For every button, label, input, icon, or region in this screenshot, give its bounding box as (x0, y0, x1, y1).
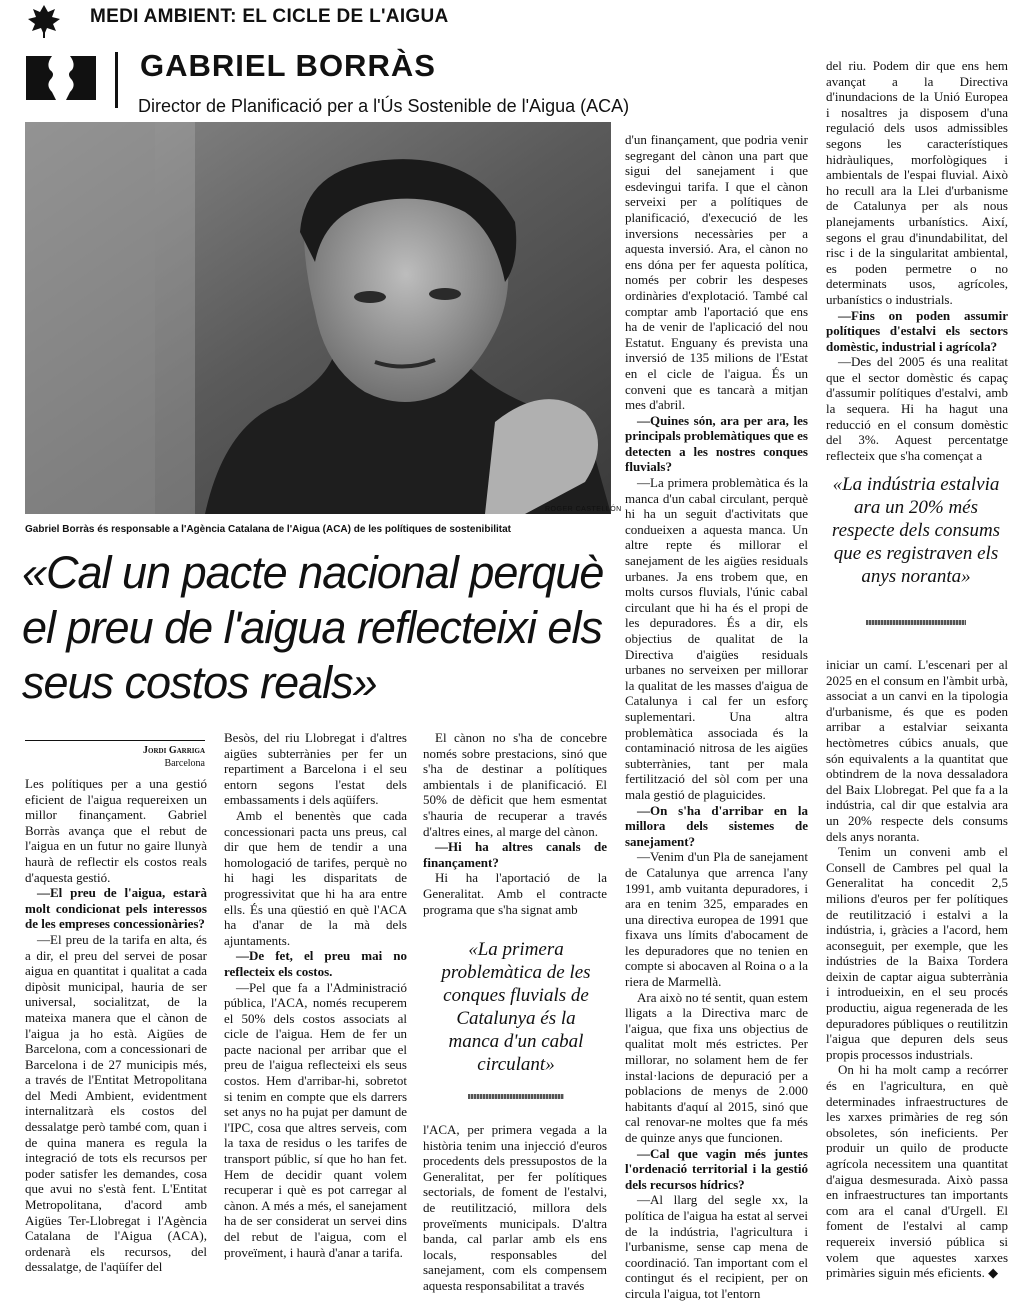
article-column-5 (826, 58, 1008, 463)
answer-paragraph: Amb el benentès que cada concessionari pacta uns preus, cal dir que hem de tendir a una homologació de tarifes, perquè no hi hagi les disparitats de progressivitat que hi ha ara entre ells. És una qüestió en què l'ACA ha d'anar de la mà dels ajuntaments. (224, 807, 407, 948)
article-column-1 (25, 776, 207, 1275)
answer-paragraph: —El preu de la tarifa en alta, és a dir, el preu del servei de posar aigua en quantitat i qualitat a cada dipòsit municipal, hauria de ser universal, socialitzat, de la mateixa manera que el cànon de l'aigua ja ho està. Aigües de Barcelona, com a concessionari de Barcelona i de 27 municipis més, a través de l'Entitat Metropolitana del Medi Ambient, evidentment internalitzarà els costos del dessalatge però també com, quan i de quina manera es regula la integració de tots els recursos per poder satisfer les demandes, cosa que avui no s'està fent. L'Entitat Metropolitana, d'acord amb Aigües Ter-Llobregat i l'Agència Catalana de l'Aigua (ACA), ordenarà els recursos, del dessalatge, de l'aqüífer del (25, 931, 207, 1275)
answer-paragraph: l'ACA, per primera vegada a la història tenim una injecció d'euros procedents dels pressupostos de la Generalitat, per fer polítiques sectorials, de foment de l'estalvi, de reutilització, millora dels proveïments municipals. D'altra banda, cal parlar amb els ens locals, responsables del sanejament, com els compensem aquesta responsabilitat a través (423, 1122, 607, 1293)
answer-paragraph: —Des del 2005 és una realitat que el sector domèstic és capaç d'assumir polítiques d'estalvi, amb la sequera. Hi ha hagut una reducció en el consum domèstic del 3%. Aquest percentatge reflecteix que s'ha començat a (826, 354, 1008, 463)
section-label: MEDI AMBIENT: EL CICLE DE L'AIGUA (90, 6, 449, 27)
question: —Fins on poden assumir polítiques d'estalvi els sectors domèstic, industrial i agrícola? (826, 307, 1008, 354)
pull-quote-rule (866, 620, 966, 625)
answer-paragraph: Tenim un conveni amb el Consell de Cambres pel qual la Generalitat ha concedit 2,5 milions d'euros per fer polítiques de reutilització i estalvi a la indústria, i, gràcies a l'acord, hem aconseguit, per exemple, que les indústries de la Baixa Tordera deixin de captar aigua subterrània i introdueixin, en el seu procés productiu, aigua regenerada de les depuradores públiques o reutilitzin l'aigua que depuren dels seus propis processos industrials. (826, 844, 1008, 1062)
pull-quote-rule (468, 1094, 564, 1099)
answer-paragraph: —Venim d'un Pla de sanejament de Catalunya que arrenca l'any 1991, amb vuitanta depuradores, i ara en tenim 325, emparades en una directiva europea de 1991 que fixava uns límits d'abocament de les depuradores que no tenien en compte si abocaven al Roina o a la riera de Marmellà. (625, 849, 808, 990)
article-column-2 (224, 730, 407, 1260)
answer-paragraph: —La primera problemàtica és la manca d'un cabal circulant, perquè hi ha un seguit d'activitats que condueixen a aquesta manca. Un altre repte és millorar el sanejament de les aigües residuals urbanes. Ja ens trobem que, en molts cursos fluvials, l'únic cabal circulant que hi ha és el propi de les depuradores. És a dir, els objectius de qualitat de la Directiva d'aigües residuals urbanes no serveixen per millorar la qualitat de les masses d'aigua de Catalunya i cal fer un esforç suplementari. Una altra problemàtica associada és la contaminació nitrosa de les aigües subterrànies, tant per mala fertilització del sòl com per una mala gestió de plaguicides. (625, 475, 808, 802)
article-column-5b (826, 657, 1008, 1281)
answer-paragraph: Hi ha l'aportació de la Generalitat. Amb el contracte programa que s'ha signat amb (423, 870, 607, 917)
answer-paragraph: iniciar un camí. L'escenari per al 2025 en el consum en l'àmbit urbà, associat a un canvi en la tipologia d'urbanisme, és que es poden arribar a estalviar seixanta hectòmetres cúbics anuals, que són equivalents a la quantitat que obtindrem de la nova dessaladora del Baix Llobregat. Pel que fa a la indústria, cal dir que estalvia ara un 20% respecte dels consums dels anys noranta. (826, 657, 1008, 844)
answer-paragraph: del riu. Podem dir que ens hem avançat a la Directiva d'inundacions de la Unió Europea i nosaltres ja disposem d'una regulació dels usos admissibles segons les característiques hidràuliques, morfològiques i ambientals de l'espai fluvial. Això ho recull ara la Llei d'urbanisme de Catalunya per als nous planejaments urbanístics. Així, segons el grau d'inundabilitat, del risc i de la singularitat ambiental, es poden permetre o no determinats usos, agrícoles, urbanístics o industrials. (826, 58, 1008, 307)
article-column-3b (423, 1122, 607, 1294)
photo-caption: Gabriel Borràs és responsable a l'Agència Catalana de l'Aigua (ACA) de les polítiques de sostenibilitat (25, 524, 511, 535)
question: —On s'ha d'arribar en la millora dels sistemes de sanejament? (625, 802, 808, 849)
question: —Quines són, ara per ara, les principals problemàtiques que es detecten a les nostres conques fluvials? (625, 412, 808, 475)
interviewee-role: Director de Planificació per a l'Ús Sostenible de l'Aigua (ACA) (138, 96, 630, 116)
profile-logo-icon (26, 52, 96, 104)
answer-paragraph: —Al llarg del segle xx, la política de l'aigua ha estat al servei de la indústria, l'agricultura i l'urbanisme, sense cap mena de coordinació. Tan important com el contingut és el recipient, per on circula l'aigua, tot l'entorn (625, 1192, 808, 1301)
answer-paragraph: El cànon no s'ha de concebre només sobre prestacions, sinó que s'ha de destinar a polítiques ambientals i de planificació. El 50% de dèficit que hem esmentat s'hauria de recuperar a través d'altres eines, al marge del cànon. (423, 730, 607, 839)
header-divider (115, 52, 118, 108)
question: —El preu de l'aigua, estarà molt condicionat pels interessos de les empreses concessionàries? (25, 885, 207, 932)
leaf-icon (24, 2, 64, 38)
byline-rule (25, 740, 205, 741)
question: —Cal que vagin més juntes l'ordenació territorial i la gestió dels recursos hídrics? (625, 1145, 808, 1192)
pull-quote: «La indústria estalvia ara un 20% més respecte dels consums que es registraven els anys noranta» (831, 474, 1001, 587)
intro-paragraph: Les polítiques per a una gestió eficient de l'aigua requereixen un millor finançament. Gabriel Borràs avança que el rebut de l'aigua en un futur no gaire llunyà haurà de reflectir els costos reals d'aquesta gestió. (25, 776, 207, 885)
answer-paragraph: —Pel que fa a l'Administració pública, l'ACA, només recuperem el 50% dels costos associats al cicle de l'aigua. Hem de fer un pacte nacional per arribar que el preu de l'aigua reflecteixi els seus costos. Hem d'arribar-hi, sobretot si tenim en compte que els darrers set anys no ha pujat per damunt de l'IPC, cosa que altres serveis, com la taxa de residus o les tarifes de transport públic, sí que ho han fet. Hem de decidir quant volem recuperar i què es pot carregar al cànon. A més a més, el sanejament ha de ser considerat un servei dins del rebut de l'aigua, com el proveïment, i haurà d'anar a tarifa. (224, 979, 407, 1260)
article-column-3 (423, 730, 607, 917)
pull-quote: «La primera problemàtica de les conques fluvials de Catalunya és la manca d'un cabal circulant» (441, 939, 591, 1075)
portrait-photo (25, 122, 611, 514)
answer-paragraph: Besòs, del riu Llobregat i d'altres aigües subterrànies per fer un repartiment a Barcelona i el seu entorn segons l'estat dels embassaments i dels aqüífers. (224, 730, 407, 808)
headline: «Cal un pacte nacional perquè el preu de l'aigua reflecteixi els seus costos reals» (22, 547, 604, 708)
portrait-illustration (25, 122, 611, 514)
answer-paragraph: d'un finançament, que podria venir segregant del cànon una part que sigui del sanejament i que esdevingui tarifa. I que el cànon serveixi per a polítiques de planificació, d'execució de les inversions necessàries per a aquesta inversió. Ara, el cànon no ens dóna per fer aquesta política, només per cobrir les despeses ordinàries d'explotació. També cal comptar amb l'aportació que ens ha de venir de l'aplicació del nou Estatut. Enguany és prevista una inversió de 135 milions de l'Estat en el cicle de l'aigua. És un conveni que es tancarà a mitjan mes d'abril. (625, 132, 808, 413)
photo-credit: ROGER CASTELLÓN (545, 506, 622, 513)
question: —Hi ha altres canals de finançament? (423, 839, 607, 870)
question: —De fet, el preu mai no reflecteix els costos. (224, 948, 407, 979)
interviewee-name: GABRIEL BORRÀS (140, 48, 436, 83)
answer-paragraph: On hi ha molt camp a recórrer és en l'agricultura, en què determinades infraestructures de les xarxes primàries de reg són obsoletes, són ineficients. Per produir un quilo de producte agrícola necessitem una quantitat d'aigua desmesurada. Això passa en infraestructures tan importants com ara el canal d'Urgell. El foment de l'estalvi al camp requereix inversió pública si volem que aquestes xarxes primàries siguin més eficients. ◆ (826, 1062, 1008, 1281)
answer-paragraph: Ara això no té sentit, quan estem lligats a la Directiva marc de l'aigua, que fixa uns objectius de qualitat molt més estrictes. Per millorar, no solament hem de fer instal·lacions de depuració per a poblacions de menys de 2.000 habitants d'aquí al 2015, sinó que cal renovar-ne moltes que fa més de quinze anys que funcionen. (625, 989, 808, 1145)
article-column-4 (625, 132, 808, 1302)
byline-author: Jordi Garriga (143, 745, 205, 756)
byline-city: Barcelona (164, 758, 205, 769)
